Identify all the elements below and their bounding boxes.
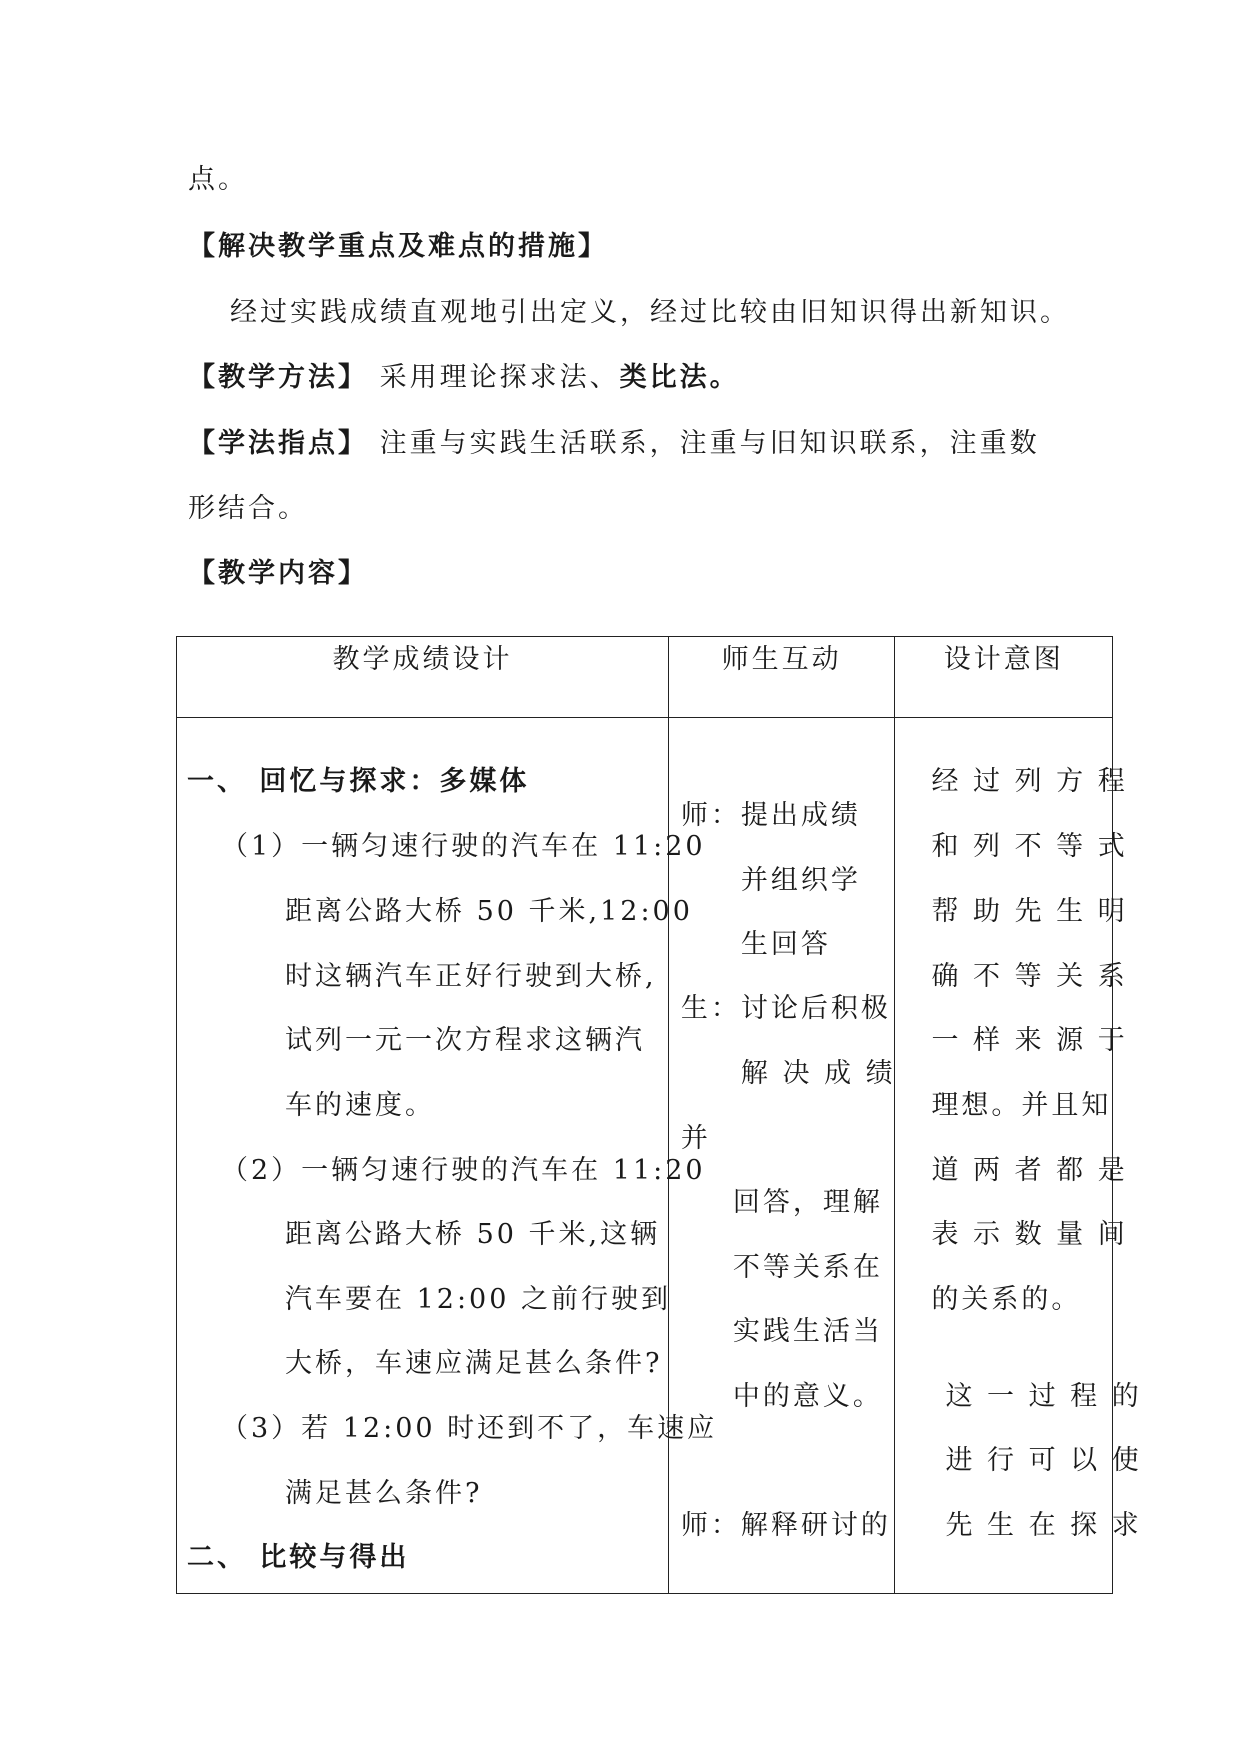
problem-2-line-3: 汽车要在 12:00 之前行驶到 <box>285 1284 671 1315</box>
intent-line: 经 过 列 方 程 <box>931 766 1128 797</box>
intent-line: 表 示 数 量 间 <box>931 1219 1128 1250</box>
problem-1-line-1: （1）一辆匀速行驶的汽车在 11:20 <box>221 831 706 862</box>
table-body-row <box>177 718 1113 1594</box>
intent-cell <box>895 718 1142 1594</box>
header-interaction: 师生互动 <box>668 637 895 718</box>
interaction-line: 不等关系在 <box>732 1252 883 1283</box>
interaction-line: 生回答 <box>740 929 831 960</box>
intent-line: 帮 助 先 生 明 <box>931 896 1128 927</box>
table-header-row <box>177 637 1113 718</box>
header-intent: 设计意图 <box>895 637 1113 718</box>
intent-line: 和 列 不 等 式 <box>931 831 1128 862</box>
method-line <box>188 358 740 398</box>
interaction-line: 师：解释研讨的 <box>680 1510 891 1541</box>
line-fragment: 点。 <box>188 164 248 195</box>
design-cell <box>177 718 718 1594</box>
section-one-title: 一、 回忆与探求：多媒体 <box>187 766 530 797</box>
interaction-line: 回答，理解 <box>732 1187 883 1218</box>
problem-1-line-5: 车的速度。 <box>285 1090 435 1121</box>
interaction-line: 并 <box>680 1123 711 1154</box>
header-design: 教学成绩设计 <box>177 637 669 718</box>
interaction-line: 生：讨论后积极 <box>680 993 891 1024</box>
problem-1-line-3: 时这辆汽车正好行驶到大桥, <box>285 961 657 992</box>
interaction-line: 解 决 成 绩 <box>740 1058 896 1089</box>
method-heading: 【教学方法】 <box>188 362 368 393</box>
problem-1-line-2: 距离公路大桥 50 千米,12:00 <box>285 896 693 927</box>
interaction-cell <box>668 718 895 1594</box>
intent-line: 的关系的。 <box>931 1284 1082 1315</box>
method-bold-text: 类比法。 <box>619 362 740 393</box>
intent-line: 进 行 可 以 使 <box>945 1445 1142 1476</box>
interaction-line: 实践生活当 <box>732 1316 883 1347</box>
measures-text: 经过实践成绩直观地引出定义，经过比较由旧知识得出新知识。 <box>230 297 1070 328</box>
interaction-line: 中的意义。 <box>732 1381 883 1412</box>
intent-line: 理想。并且知 <box>931 1090 1112 1121</box>
guide-line <box>188 424 1040 464</box>
method-text: 采用理论探求法、 <box>379 362 620 393</box>
problem-3-line-2: 满足甚么条件? <box>285 1478 483 1509</box>
section-two-title: 二、 比较与得出 <box>187 1542 410 1573</box>
problem-2-line-1: （2）一辆匀速行驶的汽车在 11:20 <box>221 1155 706 1186</box>
intent-line: 道 两 者 都 是 <box>931 1155 1128 1186</box>
intent-line: 确 不 等 关 系 <box>931 961 1128 992</box>
intent-line: 这 一 过 程 的 <box>945 1381 1142 1412</box>
content-heading: 【教学内容】 <box>188 558 368 589</box>
problem-1-line-4: 试列一元一次方程求这辆汽 <box>285 1025 645 1056</box>
intent-line: 先 生 在 探 求 <box>945 1510 1142 1541</box>
guide-text-2: 形结合。 <box>188 493 308 524</box>
problem-3-line-1: （3）若 12:00 时还到不了，车速应 <box>221 1413 718 1444</box>
interaction-line: 并组织学 <box>740 865 861 896</box>
guide-heading: 【学法指点】 <box>188 428 368 459</box>
measures-heading: 【解决教学重点及难点的措施】 <box>188 231 608 262</box>
guide-text-1: 注重与实践生活联系，注重与旧知识联系，注重数 <box>379 428 1040 459</box>
intent-line: 一 样 来 源 于 <box>931 1025 1128 1056</box>
lesson-table <box>176 636 1142 1594</box>
interaction-line: 师：提出成绩 <box>680 800 861 831</box>
problem-2-line-4: 大桥，车速应满足甚么条件? <box>285 1348 663 1379</box>
problem-2-line-2: 距离公路大桥 50 千米,这辆 <box>285 1219 661 1250</box>
